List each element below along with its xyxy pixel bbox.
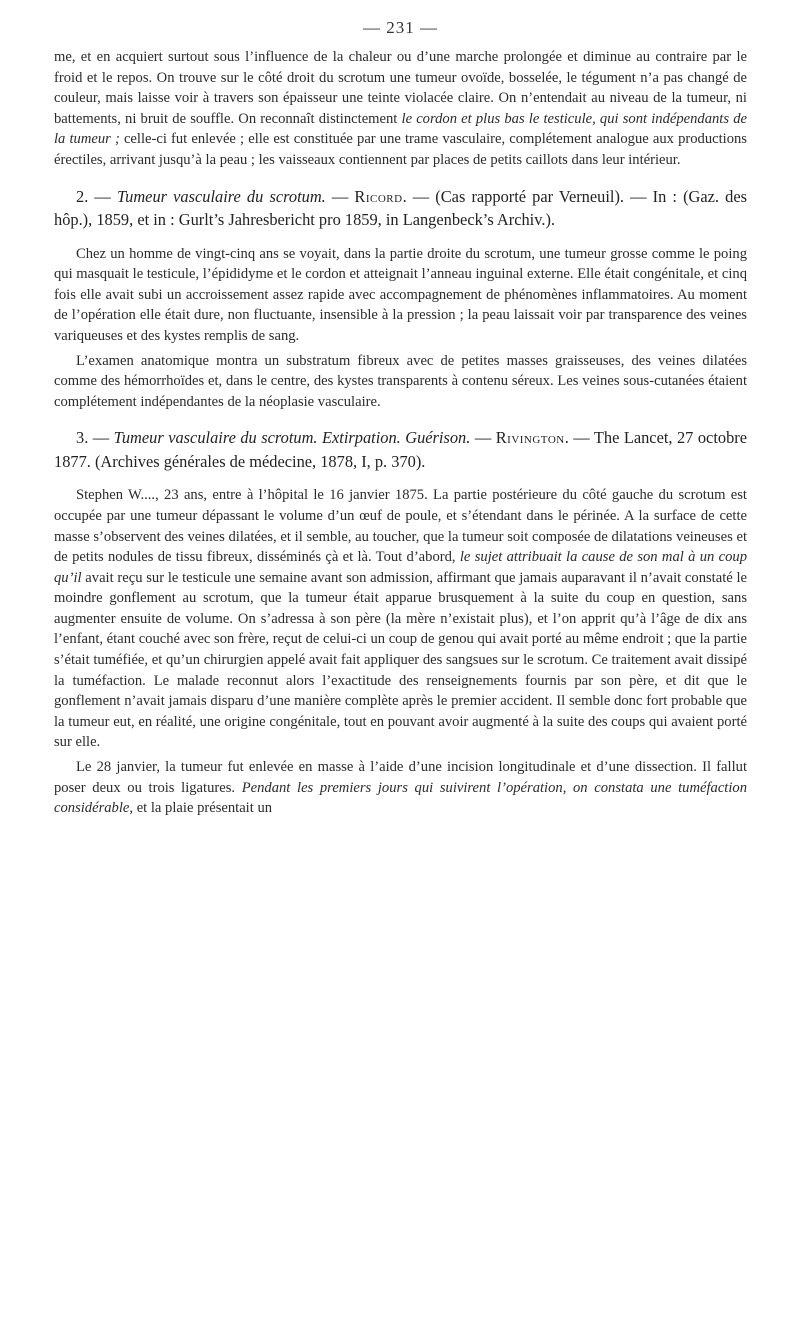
section-2-reference: . — (Cas rapporté par Verneuil). — In : (Gaz. des hôp.), 1859, et in : Gurlt’s Jahresbericht pro 1859, in Langenbeck’s Archiv.). — [54, 186, 748, 230]
body-text — [54, 47, 747, 819]
section-3-p2-text-a: Le 28 janvier, la tumeur fut enlevée en masse à l’aide d’une incision longitudinale et d’une dissection. Il fallut poser deux ou trois ligatures. — [54, 759, 747, 796]
section-3-paragraph-1 — [54, 485, 747, 753]
intro-text-a: me, et en acquiert surtout sous l’influence de la chaleur ou d’une marche prolongée et diminue au contraire par le froid et le repos. On trouve sur le côté droit du scrotum une tumeur ovoïde, bosselée, le tégument n’a pas changé de couleur, mais laisse voir à travers son épaisseur une teinte violacée claire. On n’entendait au niveau de la tumeur, ni battements, ni bruit de souffle. On reconnaît distinctement — [54, 49, 747, 127]
section-3-heading — [54, 426, 747, 473]
section-3-paragraph-2 — [54, 757, 747, 819]
section-2-paragraph-1: Chez un homme de vingt-cinq ans se voyait, dans la partie droite du scrotum, une tumeur grosse comme le poing qui masquait le testicule, l’épididyme et le cordon et atteignait l’anneau inguinal externe. Elle était congénitale, et cinq fois elle avait subi un accroissement assez rapide avec accompagnement de phénomènes inflammatoires. Au moment de l’opération elle était dure, non fluctuante, insensible à la pression ; la peau laissait voir par transparence des veines variqueuses et des kystes remplis de sang. — [54, 245, 747, 344]
section-3-reference: . — The Lancet, 27 octobre 1877. (Archives générales de médecine, 1878, I, p. 370). — [54, 428, 748, 471]
page-number: — 231 — — [363, 18, 438, 37]
intro-text-b: celle-ci fut enlevée ; elle est constituée par une trame vasculaire, complétement analogue aux productions érectiles, arrivant jusqu’à la peau ; les vaisseaux contiennent par places de petits caillots dans leur intérieur. — [54, 131, 747, 168]
section-3-dash: — — [470, 428, 496, 448]
section-2-heading — [54, 185, 747, 232]
section-3-p1-italic: le sujet attribuait la cause de son mal à un coup qu’il — [54, 549, 747, 586]
section-3-p1-text-b: avait reçu sur le testicule une semaine avant son admission, affirmant que jamais auparavant il n’avait constaté le moindre gonflement au scrotum, que la tumeur était apparue brusquement à la suite du coup en question, sans augmenter ensuite de volume. On s’adressa à son père (la mère n’existait plus), et l’on apprit qu’à l’âge de dix ans l’enfant, étant couché avec son frère, reçut de celui-ci un coup de genou qui avait porté au même endroit ; que la partie s’était tuméfiée, et qu’un chirurgien appelé avait fait appliquer des sangsues sur le scrotum. Ce traitement avait dissipé la tuméfaction. Le malade reconnut alors l’exactitude des renseignements fournis par son père, et dit que le gonflement n’avait jamais disparu d’une manière complète après le premier accident. Il semble donc fort probable que la tumeur eut, en réalité, une origine congénitale, tout en pouvant avoir augmenté à la suite des coups qui avaient porté sur elle. — [54, 569, 747, 751]
section-3-author: Rivington — [495, 428, 565, 448]
section-2-title: Tumeur vasculaire du scrotum. — [116, 186, 326, 206]
section-2-author: Ricord — [354, 186, 403, 206]
section-2-dash: — — [325, 186, 355, 206]
section-3-p2-italic: Pendant les premiers jours qui suivirent l’opération, on constata une tuméfaction considérable, — [54, 779, 747, 817]
section-3-number: 3. — — [76, 428, 114, 448]
section-3-p1-text-a: Stephen W...., 23 ans, entre à l’hôpital le 16 janvier 1875. La partie postérieure du côté gauche du scrotum est occupée par une tumeur dépassant le volume d’un œuf de poule, et s’étendant dans le périnée. A la surface de cette masse s’observent des veines dilatées, et il semble, au toucher, que la tumeur soit composée de dilatations veineuses et de petits nodules de tissu fibreux, disséminés çà et là. Tout d’abord, — [54, 487, 747, 566]
section-2-number: 2. — — [76, 186, 117, 206]
section-3-title: Tumeur vasculaire du scrotum. Extirpation. Guérison. — [113, 428, 471, 448]
section-2-paragraph-2: L’examen anatomique montra un substratum fibreux avec de petites masses graisseuses, des veines dilatées comme des hémorrhoïdes et, dans le centre, des kystes transparents à contenu séreux. Les veines sous-cutanées étaient complétement indépendantes de la néoplasie vasculaire. — [54, 352, 747, 410]
section-3-p2-text-b: et la plaie présentait un — [133, 800, 273, 817]
intro-paragraph — [54, 47, 747, 171]
intro-italic: le cordon et plus bas le testicule, qui sont indépendants de la tumeur ; — [54, 110, 747, 148]
